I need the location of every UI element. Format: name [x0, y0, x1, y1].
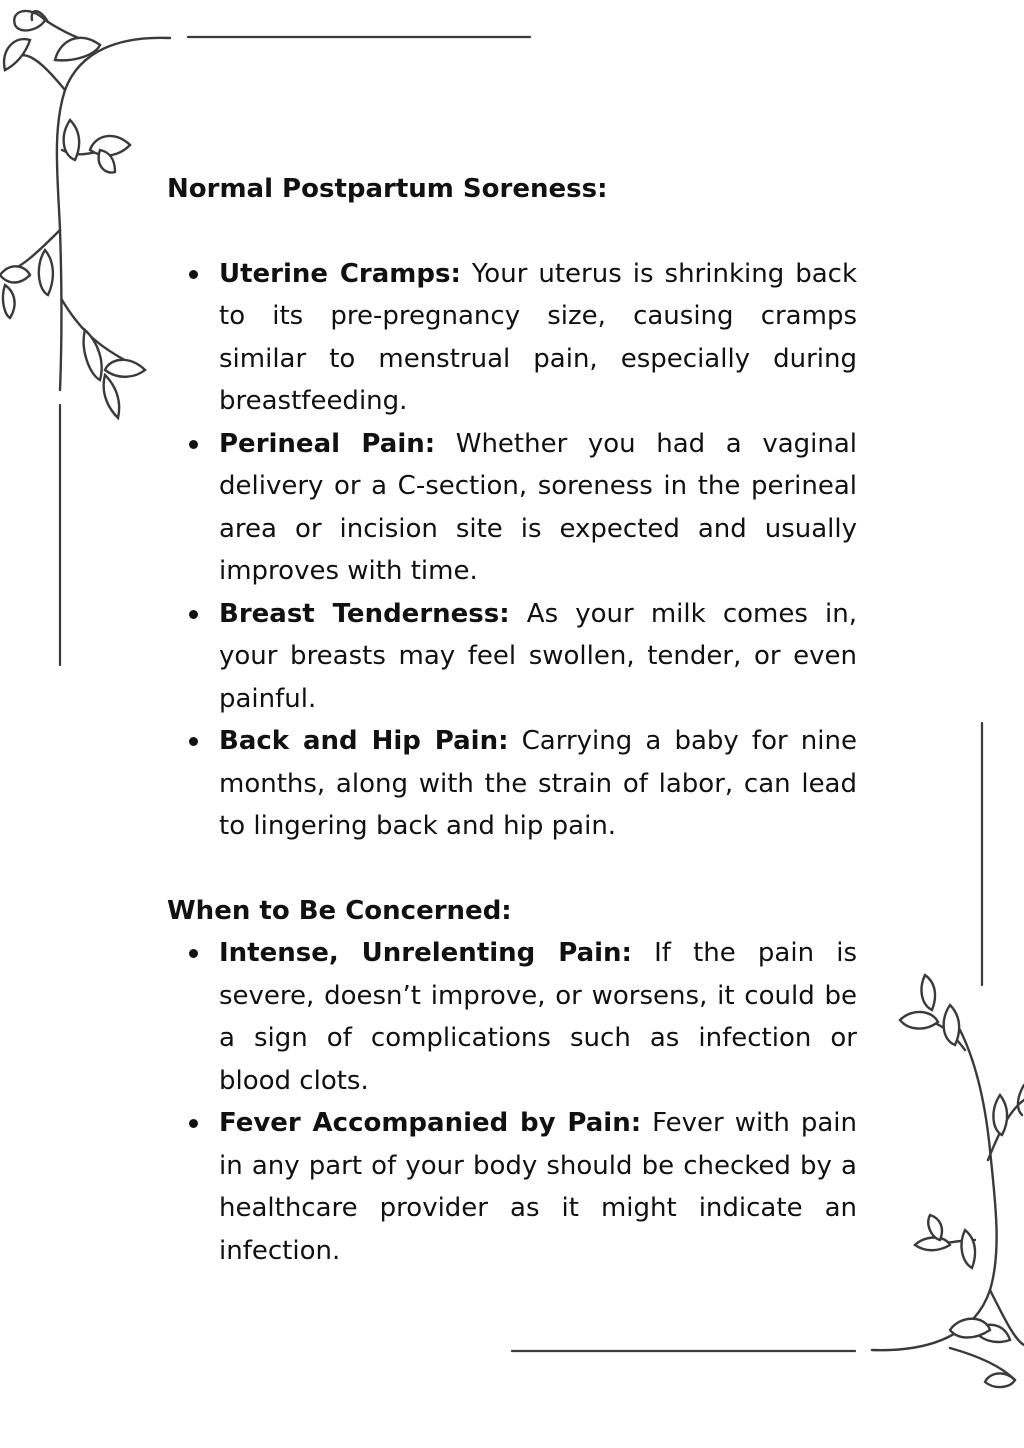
item-text: Whether you had a vaginal delivery or a C-section, soreness in the perineal area or incision site is expected and usually improves with time. [219, 428, 857, 586]
section-heading: When to Be Concerned: [167, 895, 512, 926]
item-term: Uterine Cramps: [219, 258, 461, 289]
item-term: Fever Accompanied by Pain: [219, 1108, 642, 1138]
item-term: Intense, Unrelenting Pain: [219, 938, 632, 968]
list-item [167, 423, 857, 593]
item-text: If the pain is severe, doesn’t improve, or worsens, it could be a sign of complications such as infection or blood clots. [219, 938, 857, 1096]
list-item [167, 1102, 857, 1272]
item-term: Back and Hip Pain: [219, 726, 509, 756]
list-item [167, 593, 857, 721]
item-text: Your uterus is shrinking back to its pre-pregnancy size, causing cramps similar to menstrual pain, especially during breastfeeding. [219, 258, 857, 416]
vine-leaves-icon [0, 11, 170, 418]
list-item [167, 932, 857, 1102]
bullet-list [167, 932, 857, 1272]
list-item [167, 720, 857, 848]
item-text: Fever with pain in any part of your body should be checked by a healthcare provider as it might indicate an infection. [219, 1108, 858, 1266]
item-text: Carrying a baby for nine months, along with the strain of labor, can lead to lingering back and hip pain. [219, 726, 857, 841]
list-item [167, 253, 857, 423]
item-term: Perineal Pain: [219, 428, 436, 459]
vine-leaves-icon [872, 975, 1024, 1387]
item-text: As your milk comes in, your breasts may feel swollen, tender, or even painful. [219, 598, 857, 714]
section-heading: Normal Postpartum Soreness: [167, 174, 608, 204]
document-body [167, 168, 857, 1272]
item-term: Breast Tenderness: [219, 598, 510, 629]
bullet-list [167, 253, 857, 848]
